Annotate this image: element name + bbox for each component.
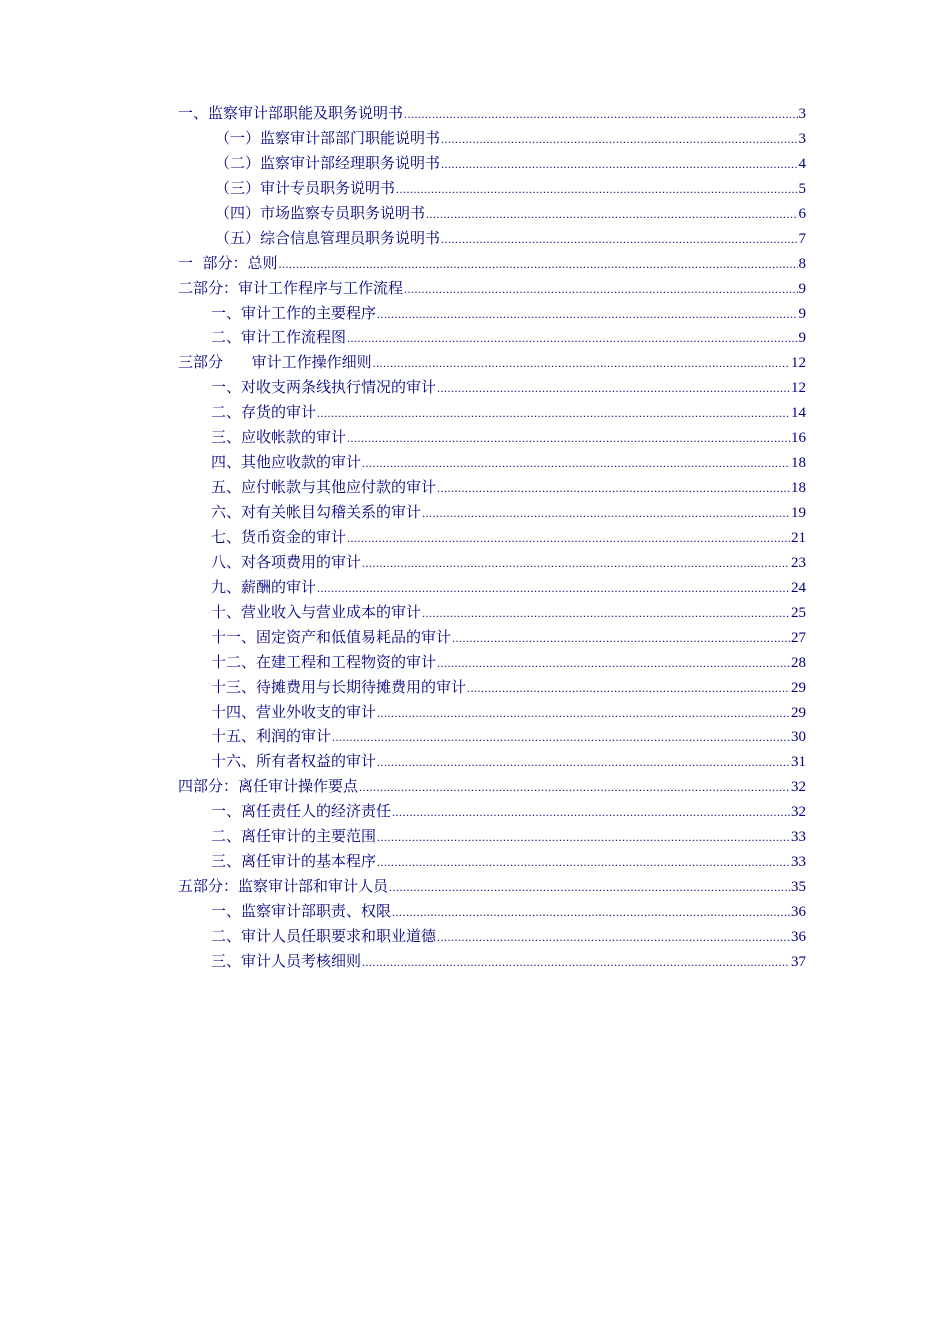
toc-entry-label: 一、离任责任人的经济责任 [211,802,392,821]
toc-subsection-link[interactable] [178,500,806,525]
toc-dot-leader [422,601,790,626]
toc-page-number: 25 [791,604,806,621]
toc-dot-leader [332,725,790,750]
toc-section-link[interactable] [178,251,806,276]
toc-entry-label: 二、存货的审计 [211,403,317,422]
toc-subsection-link[interactable] [178,400,806,425]
toc-subsection-link[interactable] [178,724,806,749]
toc-subsection-link[interactable] [178,799,806,824]
toc-page-number: 29 [791,679,806,696]
toc-entry-label: 二、审计工作流程图 [211,328,347,347]
toc-entry-label: （五）综合信息管理员职务说明书 [215,228,441,247]
toc-entry-label: （二）监察审计部经理职务说明书 [215,153,441,172]
toc-subsection-link[interactable] [178,650,806,675]
toc-page-number: 12 [791,380,806,397]
toc-subsection-link[interactable] [178,575,806,600]
toc-subsection-link[interactable] [178,301,806,326]
toc-page-number: 35 [791,879,806,896]
toc-entry-label: 十四、营业外收支的审计 [211,702,377,721]
toc-dot-leader [437,925,790,950]
toc-subsection-link[interactable] [178,700,806,725]
toc-dot-leader [279,252,798,277]
toc-entry-label: 三、离任审计的基本程序 [211,852,377,871]
toc-page-number: 3 [798,130,806,147]
toc-page-number: 8 [798,255,806,272]
toc-page-number: 33 [791,854,806,871]
toc-subsection-link[interactable] [178,949,806,974]
toc-page-number: 37 [791,953,806,970]
toc-entry-label: 九、薪酬的审计 [211,577,317,596]
toc-dot-leader [362,551,790,576]
toc-subsection-link[interactable] [178,550,806,575]
toc-page-number: 16 [791,430,806,447]
toc-entry-label: （一）监察审计部部门职能说明书 [215,128,441,147]
toc-entry-label: （三）审计专员职务说明书 [215,178,396,197]
toc-dot-leader [404,102,797,127]
toc-subsection-link[interactable] [178,849,806,874]
toc-entry-label: 七、货币资金的审计 [211,527,347,546]
toc-dot-leader [377,701,790,726]
toc-entry-label: 十、营业收入与营业成本的审计 [211,602,422,621]
toc-section-link[interactable] [178,774,806,799]
toc-subsection-link[interactable] [178,899,806,924]
toc-dot-leader [347,426,790,451]
toc-page-number: 9 [798,330,806,347]
toc-page-number: 12 [791,355,806,372]
toc-subsection-link[interactable] [178,226,806,251]
toc-page-number: 18 [791,480,806,497]
toc-dot-leader [467,676,790,701]
toc-dot-leader [377,302,797,327]
toc-dot-leader [404,277,797,302]
toc-subsection-link[interactable] [178,824,806,849]
toc-dot-leader [347,526,790,551]
toc-dot-leader [377,850,790,875]
toc-subsection-link[interactable] [178,600,806,625]
toc-subsection-link[interactable] [178,924,806,949]
toc-entry-label: 二、离任审计的主要范围 [211,827,377,846]
toc-dot-leader [373,351,790,376]
toc-page-number: 6 [798,205,806,222]
toc-entry-label: 一、审计工作的主要程序 [211,303,377,322]
toc-entry-label: 一、监察审计部职责、权限 [211,902,392,920]
toc-dot-leader [317,401,790,426]
toc-subsection-link[interactable] [178,749,806,774]
toc-section-link[interactable] [178,874,806,899]
toc-page-number: 32 [791,804,806,821]
toc-entry-label: 一、监察审计部职能及职务说明书 [178,104,404,122]
toc-dot-leader [441,227,797,252]
toc-page-number: 4 [798,155,806,172]
toc-dot-leader [396,177,797,202]
toc-entry-label: 十五、利润的审计 [211,727,332,746]
toc-page-number: 33 [791,829,806,846]
toc-dot-leader [437,376,790,401]
toc-entry-label: 十二、在建工程和工程物资的审计 [211,652,437,671]
toc-dot-leader [347,326,797,351]
toc-entry-label: 三部分 审计工作操作细则 [178,353,372,372]
toc-dot-leader [377,825,790,850]
toc-page-number: 9 [798,305,806,322]
toc-subsection-link[interactable] [178,450,806,475]
toc-subsection-link[interactable] [178,425,806,450]
toc-page-number: 27 [791,629,806,646]
toc-dot-leader [389,875,790,900]
toc-subsection-link[interactable] [178,201,806,226]
toc-page-number: 30 [791,729,806,746]
toc-subsection-link[interactable] [178,375,806,400]
toc-page-number: 18 [791,455,806,472]
toc-page-number: 31 [791,754,806,771]
toc-dot-leader [437,476,790,501]
toc-entry-label: 五部分：监察审计部和审计人员 [178,877,389,896]
toc-entry-label: 十三、待摊费用与长期待摊费用的审计 [211,677,467,696]
toc-dot-leader [422,501,790,526]
toc-page-number: 36 [791,904,806,920]
toc-page-number: 28 [791,654,806,671]
toc-entry-label: 十一、固定资产和低值易耗品的审计 [211,627,452,646]
toc-section-link[interactable] [178,350,806,375]
toc-dot-leader [392,900,790,925]
toc-dot-leader [441,152,797,177]
toc-entry-label: 六、对有关帐目勾稽关系的审计 [211,503,422,521]
toc-subsection-link[interactable] [178,625,806,650]
toc-page-number: 9 [798,280,806,297]
toc-dot-leader [392,800,790,825]
toc-entry-label: 三、应收帐款的审计 [211,428,347,447]
toc-page-number: 36 [791,928,806,945]
toc-subsection-link[interactable] [178,325,806,350]
toc-entry-label: 一 部分：总则 [178,253,278,272]
toc-entry-label: （四）市场监察专员职务说明书 [215,203,426,222]
table-of-contents [178,101,806,974]
toc-page-number: 5 [798,180,806,197]
toc-section-link[interactable] [178,276,806,301]
toc-page-number: 19 [791,505,806,521]
toc-dot-leader [317,576,790,601]
toc-dot-leader [437,651,790,676]
toc-entry-label: 二、审计人员任职要求和职业道德 [211,926,437,945]
toc-dot-leader [452,626,790,651]
toc-page-number: 23 [791,554,806,571]
toc-page-number: 21 [791,529,806,546]
toc-page-number: 29 [791,704,806,721]
toc-dot-leader [426,202,797,227]
toc-page-number: 3 [798,106,806,122]
toc-page-number: 32 [791,779,806,796]
toc-section-link[interactable] [178,101,806,126]
toc-entry-label: 二部分：审计工作程序与工作流程 [178,278,404,297]
toc-page-number: 7 [798,230,806,247]
toc-dot-leader [362,451,790,476]
toc-page-number: 14 [791,405,806,422]
toc-subsection-link[interactable] [178,151,806,176]
toc-dot-leader [377,750,790,775]
toc-page-number: 24 [791,579,806,596]
toc-subsection-link[interactable] [178,675,806,700]
toc-dot-leader [359,775,790,800]
toc-dot-leader [362,950,790,975]
toc-entry-label: 一、对收支两条线执行情况的审计 [211,378,437,397]
toc-entry-label: 四部分：离任审计操作要点 [178,777,359,796]
toc-entry-label: 八、对各项费用的审计 [211,552,362,571]
toc-entry-label: 四、其他应收款的审计 [211,453,362,472]
toc-entry-label: 五、应付帐款与其他应付款的审计 [211,478,437,497]
toc-subsection-link[interactable] [178,126,806,151]
toc-entry-label: 三、审计人员考核细则 [211,951,362,970]
toc-dot-leader [441,127,797,152]
toc-subsection-link[interactable] [178,525,806,550]
toc-subsection-link[interactable] [178,176,806,201]
toc-subsection-link[interactable] [178,475,806,500]
toc-entry-label: 十六、所有者权益的审计 [211,752,377,771]
